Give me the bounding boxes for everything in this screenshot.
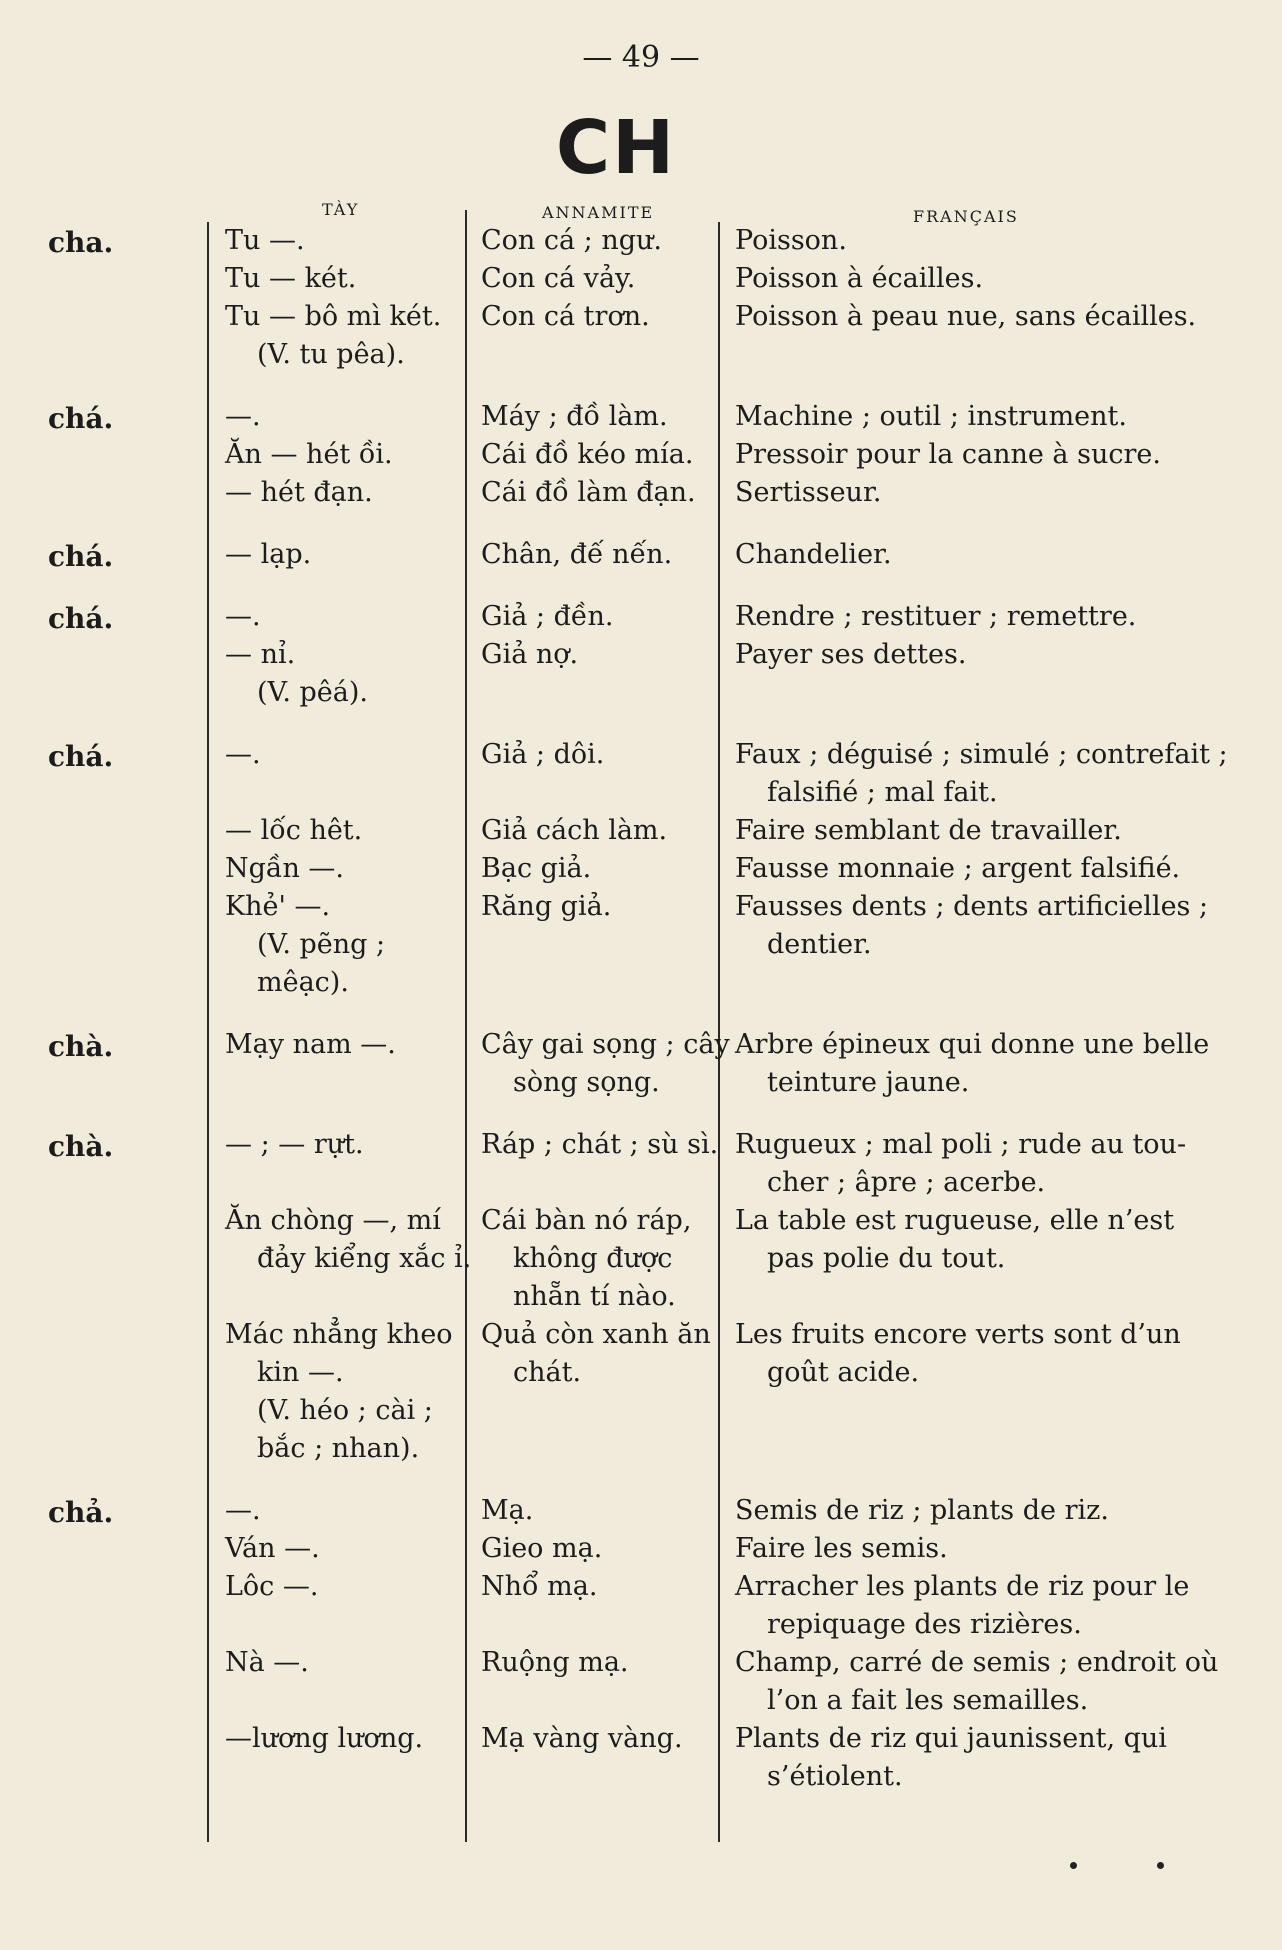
entry-row xyxy=(0,812,1282,850)
tay-text: mêạc). xyxy=(257,967,349,998)
tay-text: — lạp. xyxy=(225,539,312,570)
tay-text: —lương lương. xyxy=(225,1723,424,1754)
tay-text: (V. pẽng ; xyxy=(257,929,386,960)
entry-row xyxy=(0,474,1282,512)
headword: chà. xyxy=(48,1130,114,1163)
entry-row xyxy=(0,736,1282,774)
francais-text: Semis de riz ; plants de riz. xyxy=(735,1495,1109,1526)
francais-text: Chandelier. xyxy=(735,539,892,570)
francais-text: Poisson. xyxy=(735,225,847,256)
headword: chà. xyxy=(48,1030,114,1063)
annamite-text: Cái bàn nó ráp, xyxy=(481,1205,692,1236)
francais-text: Arracher les plants de riz pour le xyxy=(735,1571,1190,1602)
annamite-text: Giả ; đền. xyxy=(481,601,614,632)
entry-row xyxy=(0,774,1282,812)
francais-text: l’on a fait les semailles. xyxy=(767,1685,1089,1716)
tay-text: —. xyxy=(225,1495,261,1526)
annamite-text: Giả nợ. xyxy=(481,639,579,670)
entry-row xyxy=(0,1758,1282,1796)
annamite-text: Cái đồ làm đạn. xyxy=(481,477,696,508)
tay-text: bắc ; nhan). xyxy=(257,1433,420,1464)
entry-row xyxy=(0,536,1282,574)
section-heading: CH xyxy=(555,105,677,191)
francais-text: teinture jaune. xyxy=(767,1067,970,1098)
francais-text: Rugueux ; mal poli ; rude au tou- xyxy=(735,1129,1187,1160)
annamite-text: Giả cách làm. xyxy=(481,815,668,846)
entry-row xyxy=(0,1568,1282,1606)
francais-text: Poisson à peau nue, sans écailles. xyxy=(735,301,1197,332)
entry-row xyxy=(0,1354,1282,1392)
francais-text: s’étiolent. xyxy=(767,1761,903,1792)
entry-row xyxy=(0,222,1282,260)
annamite-text: sòng sọng. xyxy=(513,1067,660,1098)
dictionary-entry xyxy=(0,1492,1282,1796)
entry-row xyxy=(0,598,1282,636)
ink-dot xyxy=(1157,1862,1164,1869)
annamite-text: Nhổ mạ. xyxy=(481,1571,598,1602)
francais-text: La table est rugueuse, elle n’est xyxy=(735,1205,1175,1236)
entry-row xyxy=(0,336,1282,374)
entry-row xyxy=(0,636,1282,674)
entry-row xyxy=(0,1316,1282,1354)
headword: chả. xyxy=(48,1496,114,1529)
entry-row xyxy=(0,260,1282,298)
francais-text: pas polie du tout. xyxy=(767,1243,1006,1274)
tay-text: Ngần —. xyxy=(225,853,345,884)
annamite-text: Ráp ; chát ; sù sì. xyxy=(481,1129,719,1160)
page-number: — 49 — xyxy=(582,40,700,75)
annamite-text: Máy ; đồ làm. xyxy=(481,401,668,432)
entry-row xyxy=(0,398,1282,436)
tay-text: Mạy nam —. xyxy=(225,1029,396,1060)
entry-row xyxy=(0,1606,1282,1644)
annamite-text: không được xyxy=(513,1243,673,1274)
francais-text: Poisson à écailles. xyxy=(735,263,984,294)
entry-row xyxy=(0,1126,1282,1164)
tay-text: Nà —. xyxy=(225,1647,309,1678)
tay-text: Tu —. xyxy=(225,225,305,256)
column-header-tay: TÀY xyxy=(322,200,360,219)
entry-row xyxy=(0,1064,1282,1102)
tay-text: kin —. xyxy=(257,1357,344,1388)
tay-text: —. xyxy=(225,401,261,432)
francais-text: Sertisseur. xyxy=(735,477,882,508)
francais-text: repiquage des rizières. xyxy=(767,1609,1082,1640)
headword: chá. xyxy=(48,402,114,435)
annamite-text: Con cá ; ngư. xyxy=(481,225,663,256)
francais-text: Fausses dents ; dents artificielles ; xyxy=(735,891,1209,922)
annamite-text: Gieo mạ. xyxy=(481,1533,603,1564)
entry-row xyxy=(0,964,1282,1002)
francais-text: Faux ; déguisé ; simulé ; contrefait ; xyxy=(735,739,1228,770)
annamite-text: Cây gai sọng ; cây xyxy=(481,1029,730,1060)
entry-row xyxy=(0,1720,1282,1758)
entry-row xyxy=(0,1392,1282,1430)
annamite-text: Giả ; dôi. xyxy=(481,739,605,770)
dictionary-entry xyxy=(0,1126,1282,1468)
entry-row xyxy=(0,1026,1282,1064)
annamite-text: Mạ. xyxy=(481,1495,534,1526)
francais-text: Les fruits encore verts sont d’un xyxy=(735,1319,1181,1350)
francais-text: Fausse monnaie ; argent falsifié. xyxy=(735,853,1181,884)
francais-text: goût acide. xyxy=(767,1357,920,1388)
tay-text: Lôc —. xyxy=(225,1571,319,1602)
francais-text: Plants de riz qui jaunissent, qui xyxy=(735,1723,1167,1754)
entry-row xyxy=(0,1644,1282,1682)
headword: chá. xyxy=(48,740,114,773)
annamite-text: Bạc giả. xyxy=(481,853,592,884)
francais-text: Payer ses dettes. xyxy=(735,639,967,670)
entry-row xyxy=(0,1682,1282,1720)
tay-text: — nỉ. xyxy=(225,639,296,670)
column-header-annamite: ANNAMITE xyxy=(542,203,655,222)
tay-text: Mác nhẳng kheo xyxy=(225,1319,453,1350)
francais-text: Champ, carré de semis ; endroit où xyxy=(735,1647,1219,1678)
francais-text: Machine ; outil ; instrument. xyxy=(735,401,1127,432)
tay-text: (V. tu pêa). xyxy=(257,339,405,370)
entry-row xyxy=(0,1240,1282,1278)
annamite-text: Quả còn xanh ăn xyxy=(481,1319,711,1350)
tay-text: Tu — két. xyxy=(225,263,357,294)
annamite-text: Cái đồ kéo mía. xyxy=(481,439,694,470)
entry-row xyxy=(0,436,1282,474)
entry-row xyxy=(0,1202,1282,1240)
entries-list xyxy=(0,222,1282,1796)
tay-text: (V. pêá). xyxy=(257,677,368,708)
annamite-text: Chân, đế nến. xyxy=(481,539,673,570)
dictionary-entry xyxy=(0,222,1282,374)
entry-row xyxy=(0,1430,1282,1468)
dictionary-entry xyxy=(0,736,1282,1002)
annamite-text: Mạ vàng vàng. xyxy=(481,1723,683,1754)
annamite-text: Con cá vảy. xyxy=(481,263,636,294)
francais-text: Faire semblant de travailler. xyxy=(735,815,1122,846)
entry-row xyxy=(0,850,1282,888)
annamite-text: nhẵn tí nào. xyxy=(513,1281,676,1312)
francais-text: Faire les semis. xyxy=(735,1533,948,1564)
francais-text: Arbre épineux qui donne une belle xyxy=(735,1029,1210,1060)
dictionary-entry xyxy=(0,398,1282,512)
tay-text: (V. héo ; cài ; xyxy=(257,1395,433,1426)
entry-row xyxy=(0,298,1282,336)
tay-text: — ; — rựt. xyxy=(225,1129,364,1160)
tay-text: Ván —. xyxy=(225,1533,320,1564)
francais-text: dentier. xyxy=(767,929,872,960)
dictionary-entry xyxy=(0,598,1282,712)
entry-row xyxy=(0,1530,1282,1568)
francais-text: cher ; âpre ; acerbe. xyxy=(767,1167,1046,1198)
francais-text: Rendre ; restituer ; remettre. xyxy=(735,601,1137,632)
entry-row xyxy=(0,1278,1282,1316)
tay-text: — hét đạn. xyxy=(225,477,373,508)
dictionary-entry xyxy=(0,536,1282,574)
column-header-francais: FRANÇAIS xyxy=(913,207,1019,226)
entry-row xyxy=(0,1492,1282,1530)
tay-text: Ăn — hét ồi. xyxy=(225,439,393,470)
annamite-text: Ruộng mạ. xyxy=(481,1647,629,1678)
annamite-text: chát. xyxy=(513,1357,582,1388)
tay-text: — lốc hêt. xyxy=(225,815,363,846)
headword: chá. xyxy=(48,602,114,635)
entry-row xyxy=(0,1164,1282,1202)
annamite-text: Răng giả. xyxy=(481,891,612,922)
entry-row xyxy=(0,674,1282,712)
tay-text: Khẻ' —. xyxy=(225,891,331,922)
francais-text: falsifié ; mal fait. xyxy=(767,777,998,808)
annamite-text: Con cá trơn. xyxy=(481,301,650,332)
ink-dot xyxy=(1070,1862,1077,1869)
tay-text: Ăn chòng —, mí xyxy=(225,1205,441,1236)
francais-text: Pressoir pour la canne à sucre. xyxy=(735,439,1161,470)
dictionary-entry xyxy=(0,1026,1282,1102)
tay-text: —. xyxy=(225,739,261,770)
tay-text: —. xyxy=(225,601,261,632)
entry-row xyxy=(0,888,1282,926)
headword: chá. xyxy=(48,540,114,573)
tay-text: Tu — bô mì két. xyxy=(225,301,442,332)
entry-row xyxy=(0,926,1282,964)
headword: cha. xyxy=(48,226,114,259)
tay-text: đảy kiểng xắc ỉ. xyxy=(257,1243,472,1274)
